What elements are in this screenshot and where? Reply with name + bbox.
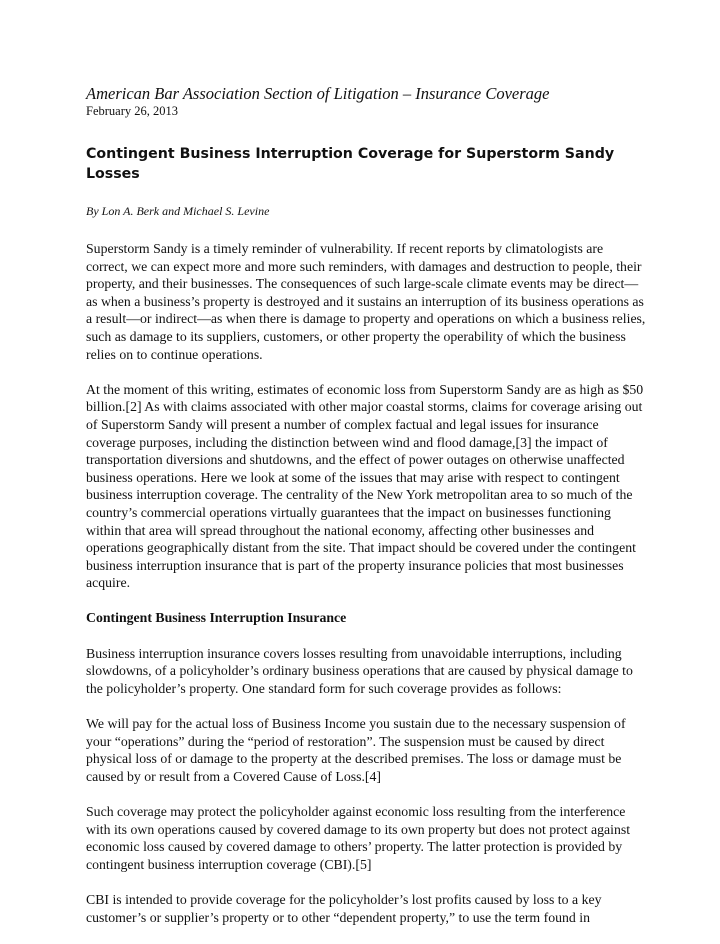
document-page [86, 84, 646, 944]
paragraph-coverage-scope: Such coverage may protect the policyholder against economic loss resulting from the interference with its own operations caused by covered damage to its own property but does not protect against economic loss caused by covered damage to others’ property. The latter protection is provided by contingent business interruption coverage (CBI).[5] [86, 804, 631, 872]
paragraph-bi-insurance: Business interruption insurance covers losses resulting from unavoidable interruptions, including slowdowns, of a policyholder’s ordinary business operations that are caused by physical damage to the policyholder’s property. One standard form for such coverage provides as follows: [86, 645, 633, 696]
paragraph-cbi: CBI is intended to provide coverage for the policyholder’s lost profits caused by loss to a key customer’s or supplier’s property or to other “dependent property,” to use the term found in [86, 891, 602, 925]
paragraph-intro: Superstorm Sandy is a timely reminder of vulnerability. If recent reports by climatologists are correct, we can expect more and more such reminders, with damages and destruction to people, their property, and their businesses. The consequences of such large-scale climate events may be direct—as when a business’s property is destroyed and it sustains an interruption of its business operations as a result—or indirect—as when there is damage to property and operations on which a business relies, such as damage to its suppliers, customers, or other property the operability of which the business relies on to continue operations. [86, 241, 646, 362]
paragraph-economic-loss: At the moment of this writing, estimates of economic loss from Superstorm Sandy are as high as $50 billion.[2] As with claims associated with other major coastal storms, claims for coverage arising out of Superstorm Sandy will present a number of complex factual and legal issues for insurance coverage purposes, including the distinction between wind and flood damage,[3] the impact of transportation diversions and shutdowns, and the effect of power outages on otherwise unaffected business operations. Here we look at some of the issues that may arise with respect to contingent business interruption coverage. The centrality of the New York metropolitan area to so much of the country’s commercial operations virtually guarantees that the impact on businesses functioning within that area will spread throughout the national economy, affecting other businesses and operations geographically distant from the site. That impact should be covered under the contingent business interruption insurance that is part of the property insurance policies that most businesses acquire. [86, 381, 644, 591]
paragraph-policy-quote: We will pay for the actual loss of Business Income you sustain due to the necessary suspension of your “operations” during the “period of restoration”. The suspension must be caused by direct physical loss of or damage to the property at the described premises. The loss or damage must be caused by or result from a Covered Cause of Loss.[4] [86, 716, 626, 784]
publication-date: February 26, 2013 [86, 104, 178, 118]
publication-title: American Bar Association Section of Litigation – Insurance Coverage [86, 84, 550, 103]
article-title: Contingent Business Interruption Coverage for Superstorm Sandy Losses [86, 146, 615, 182]
section-heading: Contingent Business Interruption Insurance [86, 610, 347, 626]
byline: By Lon A. Berk and Michael S. Levine [86, 204, 270, 218]
